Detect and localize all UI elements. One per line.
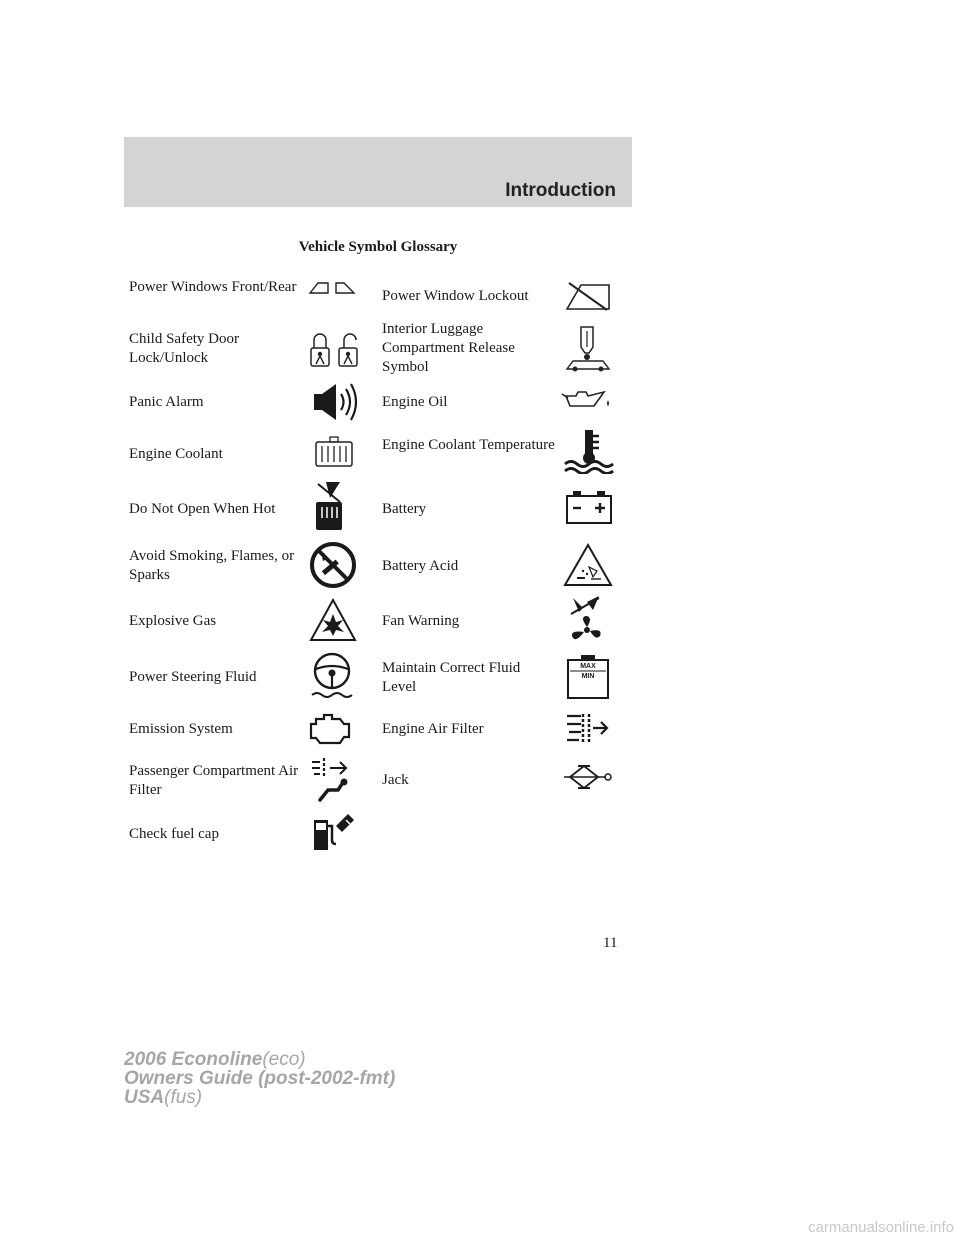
glossary-title: Vehicle Symbol Glossary <box>298 239 458 255</box>
steering-wheel-icon <box>310 651 354 701</box>
fluid-max-mark: MAX <box>580 663 596 670</box>
glossary-label-coolant-temp: Engine Coolant Temperature <box>382 437 555 453</box>
hot-radiator-icon <box>310 480 350 532</box>
thermometer-waves-icon <box>563 428 615 474</box>
air-filter-icon <box>565 710 611 746</box>
explosion-warning-icon <box>309 598 357 642</box>
footer-guide-name: Owners Guide (post-2002-fmt) <box>124 1068 396 1089</box>
glossary-label-explosive-gas: Explosive Gas <box>129 613 217 629</box>
glossary-label-battery-acid: Battery Acid <box>382 558 459 574</box>
footer-line-3 <box>124 1088 395 1107</box>
page-number: 11 <box>603 935 618 951</box>
footer-line-1 <box>124 1050 395 1069</box>
glossary-label-emission: Emission System <box>129 721 233 737</box>
section-header-band <box>124 137 632 207</box>
glossary-label-air-filter: Engine Air Filter <box>382 721 484 737</box>
glossary-label-trunk-release: Interior Luggage Compartment Release Symbol <box>382 321 515 375</box>
trunk-release-icon <box>563 325 613 373</box>
glossary-label-no-smoking: Avoid Smoking, Flames, or Sparks <box>129 548 295 583</box>
watermark: carmanualsonline.info <box>808 1219 954 1236</box>
jack-icon <box>562 764 614 790</box>
footer-model: 2006 Econoline <box>124 1049 263 1070</box>
glossary-label-jack: Jack <box>382 772 409 788</box>
engine-outline-icon <box>308 711 354 747</box>
fluid-level-icon <box>565 654 611 700</box>
fuel-cap-icon <box>310 812 356 854</box>
power-windows-icon <box>308 281 358 295</box>
glossary-label-cabin-filter: Passenger Compartment Air Filter <box>129 763 299 798</box>
glossary-label-window-lockout: Power Window Lockout <box>382 288 529 304</box>
glossary-label-fan-warning: Fan Warning <box>382 613 460 629</box>
fluid-min-mark: MIN <box>581 673 595 680</box>
glossary-label-child-lock: Child Safety Door Lock/Unlock <box>129 331 239 366</box>
window-lockout-icon <box>563 281 613 311</box>
glossary-label-power-windows: Power Windows Front/Rear <box>129 279 297 295</box>
footer-market-code: (fus) <box>164 1087 203 1108</box>
glossary-label-fluid-level: Maintain Correct Fluid Level <box>382 660 521 695</box>
footer-market: USA <box>124 1087 165 1108</box>
fan-warning-icon <box>565 594 609 646</box>
glossary-label-fuel-cap: Check fuel cap <box>129 826 219 842</box>
glossary-label-do-not-open-hot: Do Not Open When Hot <box>129 501 276 517</box>
section-title: Introduction <box>505 180 616 201</box>
glossary-label-panic-alarm: Panic Alarm <box>129 394 204 410</box>
horn-speaker-icon <box>310 380 360 424</box>
oil-can-icon <box>560 386 614 412</box>
footer-model-code: (eco) <box>262 1049 306 1070</box>
glossary-label-engine-oil: Engine Oil <box>382 394 448 410</box>
glossary-label-power-steering: Power Steering Fluid <box>129 669 257 685</box>
document-footer <box>124 1050 395 1107</box>
footer-line-2 <box>124 1069 395 1088</box>
cabin-filter-icon <box>310 756 354 806</box>
glossary-label-engine-coolant: Engine Coolant <box>129 446 223 462</box>
child-lock-icon <box>308 330 360 368</box>
battery-icon <box>565 489 613 525</box>
acid-warning-icon <box>563 543 613 587</box>
radiator-icon <box>312 436 356 470</box>
no-smoking-icon <box>309 541 357 589</box>
glossary-label-battery: Battery <box>382 501 427 517</box>
